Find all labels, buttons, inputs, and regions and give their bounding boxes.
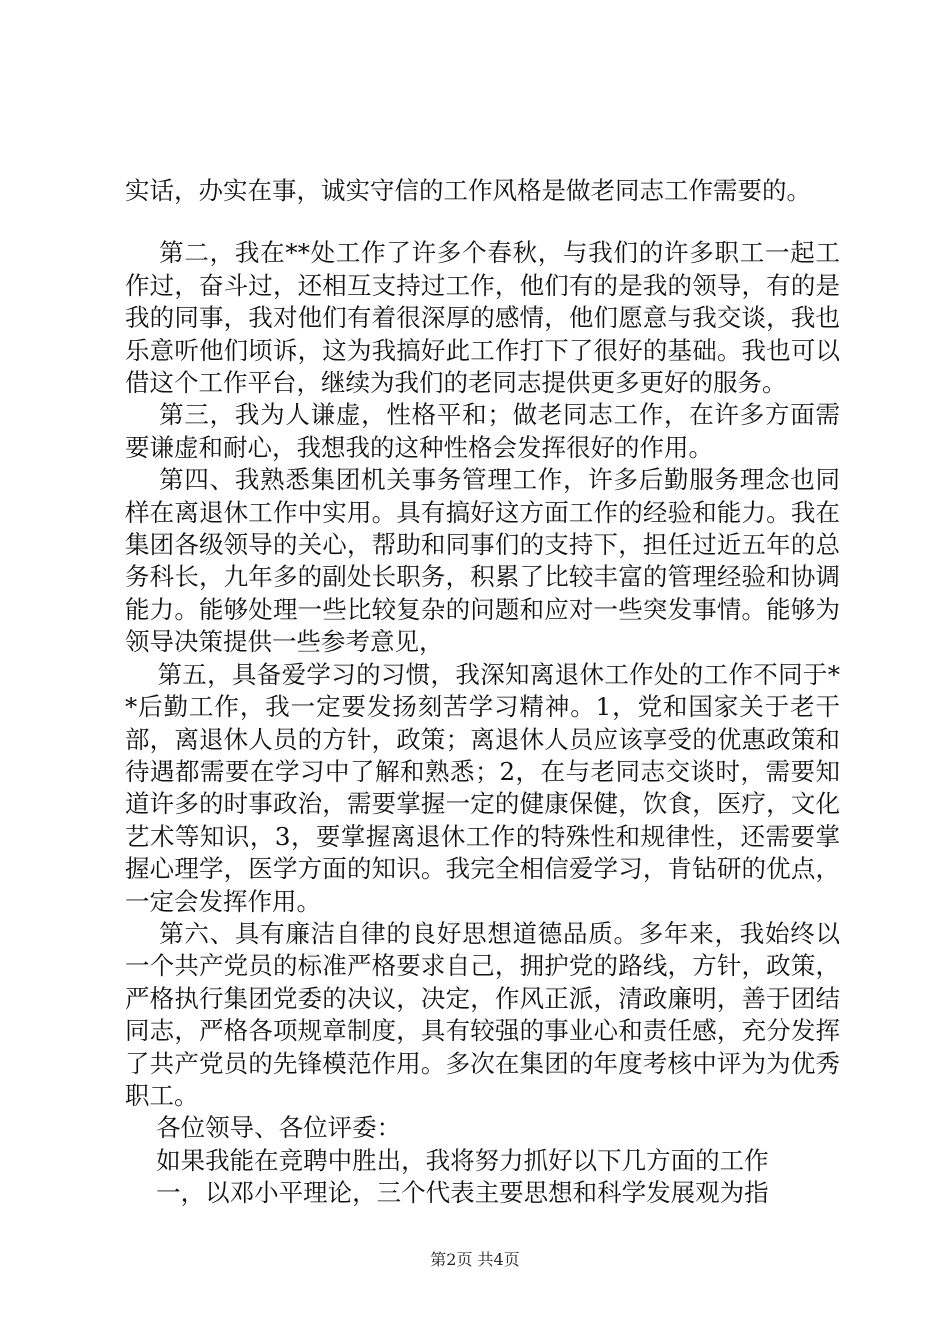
document-body: [125, 175, 840, 1210]
paragraph-7: 各位领导、各位评委：: [125, 1113, 402, 1143]
paragraph-6: 第六、具有廉洁自律的良好思想道德品质。多年来，我始终以一个共产党员的标准严格要求自己，拥护党的路线，方针，政策，严格执行集团党委的决议，决定，作风正派，清政廉明，善于团结同志，严格各项规章制度，具有较强的事业心和责任感，充分发挥了共产党员的先锋模范作用。多次在集团的年度考核中评为为优秀职工。: [125, 918, 841, 1110]
paragraph-4: 第四、我熟悉集团机关事务管理工作，许多后勤服务理念也同样在离退休工作中实用。具有搞好这方面工作的经验和能力。我在集团各级领导的关心，帮助和同事们的支持下，担任过近五年的总务科长，九年多的副处长职务，积累了比较丰富的管理经验和协调能力。能够处理一些比较复杂的问题和应对一些突发事情。能够为领导决策提供一些参考意见，: [125, 465, 841, 657]
paragraph-9: 一，以邓小平理论，三个代表主要思想和科学发展观为指: [125, 1178, 769, 1208]
paragraph-2: 第二，我在**处工作了许多个春秋，与我们的许多职工一起工作过，奋斗过，还相互支持过工作，他们有的是我的领导，有的是我的同事，我对他们有着很深厚的感情，他们愿意与我交谈，我也乐意听他们顷诉，这为我搞好此工作打下了很好的基础。我也可以借这个工作平台，继续为我们的老同志提供更多更好的服务。: [125, 238, 841, 398]
paragraph-5: 第五，具备爱学习的习惯，我深知离退休工作处的工作不同于**后勤工作，我一定要发扬刻苦学习精神。1，党和国家关于老干部，离退休人员的方针，政策；离退休人员应该享受的优惠政策和待遇都需要在学习中了解和熟悉；2，在与老同志交谈时，需要知道许多的时事政治，需要掌握一定的健康保健，饮食，医疗，文化艺术等知识，3，要掌握离退休工作的特殊性和规律性，还需要掌握心理学，医学方面的知识。我完全相信爱学习，肯钻研的优点，一定会发挥作用。: [125, 659, 841, 916]
paragraph-1: 实话，办实在事，诚实守信的工作风格是做老同志工作需要的。: [125, 176, 811, 205]
paragraph-8: 如果我能在竞聘中胜出，我将努力抓好以下几方面的工作: [125, 1145, 769, 1175]
page-footer: 第2页 共4页: [430, 1250, 520, 1269]
paragraph-3: 第三，我为人谦虚，性格平和；做老同志工作，在许多方面需要谦虚和耐心，我想我的这种性格会发挥很好的作用。: [125, 400, 841, 462]
